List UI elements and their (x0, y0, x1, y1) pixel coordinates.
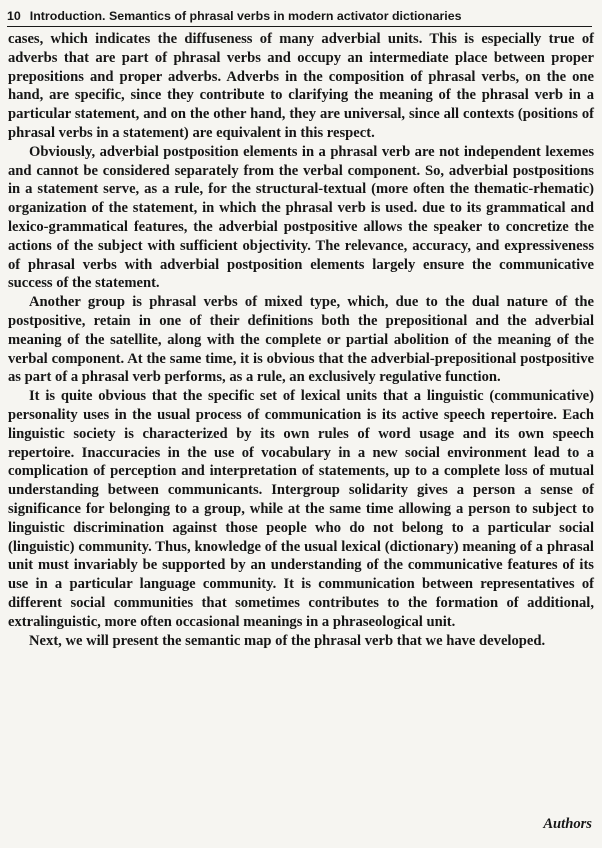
running-header (7, 6, 592, 27)
running-title: Introduction. Semantics of phrasal verbs in modern activator dictionaries (29, 9, 462, 23)
page-number: 10 (7, 9, 21, 23)
authors-signature: Authors (543, 816, 592, 832)
paragraph-semantic-map: Next, we will present the semantic map of the phrasal verb that we have developed. (29, 632, 546, 649)
paragraph-adverbial-postposition: Obviously, adverbial postposition elements in a phrasal verb are not independent lexemes and cannot be considered separately from the verbal component. So, adverbial postpositions in a statement serve, as a rule, for the structural-textual (more often the thematic-rhematic) organization of the statement, in which the phrasal verb is used. due to its grammatical and lexico-grammatical features, the adverbial postpositive allows the speaker to concretize the actions of the subject with sufficient objectivity. The relevance, accuracy, and expressiveness of phrasal verbs with adverbial postposition elements largely ensure the communicative success of the statement. (8, 143, 594, 292)
paragraph-speech-repertoire: It is quite obvious that the specific set of lexical units that a linguistic (communicative) personality uses in the usual process of communication is its active speech repertoire. Each linguistic society is characterized by its own rules of word usage and its own speech repertoire. Inaccuracies in the use of vocabulary in a new social environment lead to a complication of perception and interpretation of statements, up to a complete loss of mutual understanding between communicants. Intergroup solidarity gives a person a sense of significance for belonging to a group, while at the same time allowing a person to subject to linguistic discrimination against those people who do not belong to a particular social (linguistic) community. Thus, knowledge of the usual lexical (dictionary) meaning of a phrasal unit must invariably be supported by an understanding of the communicative features of its use in a particular language community. It is communication between representatives of different social communities that sometimes contributes to the formation of additional, extralinguistic, more often occasional meanings in a phraseological unit. (8, 388, 594, 630)
paragraph-mixed-type: Another group is phrasal verbs of mixed type, which, due to the dual nature of the postpositive, retain in one of their definitions both the prepositional and the adverbial meaning of the satellite, along with the complete or partial abolition of the meaning of the verbal component. At the same time, it is obvious that the adverbial-prepositional postpositive as part of a phrasal verb performs, as a rule, an exclusively regulative function. (8, 294, 594, 386)
paragraph-continued: cases, which indicates the diffuseness of many adverbial units. This is especially true of adverbs that are part of phrasal verbs and occupy an intermediate place between proper prepositions and proper adverbs. Adverbs in the composition of phrasal verbs, on the one hand, are specific, since they contribute to clarifying the meaning of the phrasal verb in a particular statement, and on the other hand, they are universal, since all contexts (positions of phrasal verbs in a statement) are equivalent in this respect. (8, 31, 594, 141)
body-text (8, 30, 594, 650)
